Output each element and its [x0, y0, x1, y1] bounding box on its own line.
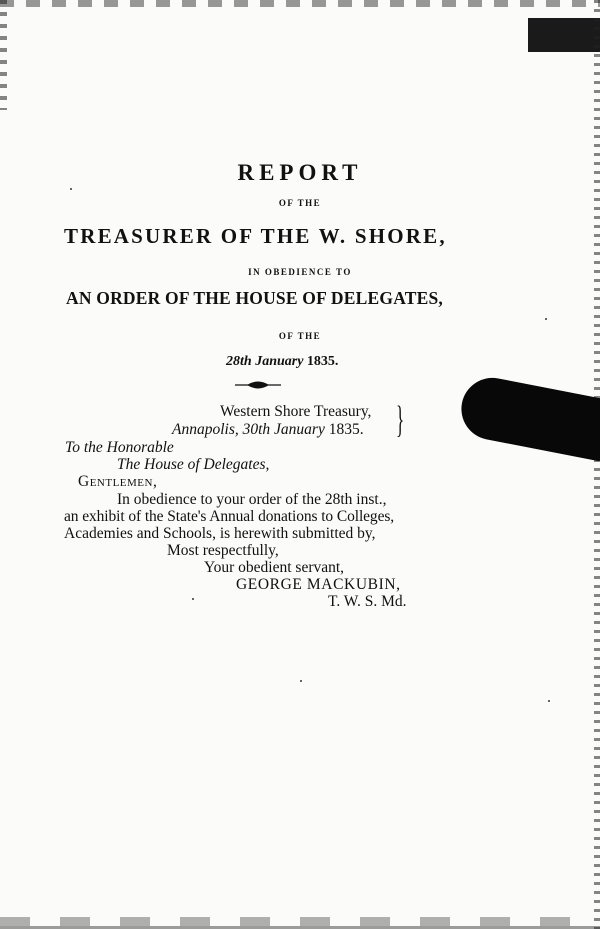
body-line-2: an exhibit of the State's Annual donations to Colleges,	[64, 508, 395, 525]
ink-speck	[70, 188, 72, 190]
of-the-label: OF THE	[278, 198, 322, 208]
order-heading: AN ORDER OF THE HOUSE OF DELEGATES,	[66, 288, 443, 308]
letter-city-date	[172, 421, 364, 439]
signature-title: T. W. S. Md.	[328, 593, 407, 610]
brace-glyph: }	[396, 399, 405, 441]
body-line-3: Academies and Schools, is herewith submitted by,	[64, 525, 376, 542]
city-year-text: 1835.	[328, 421, 364, 438]
date-month: January	[255, 354, 304, 369]
in-obedience-label: IN OBEDIENCE TO	[248, 267, 352, 277]
city-date-text: Annapolis, 30th January	[172, 421, 325, 438]
scan-edge-right	[594, 0, 600, 929]
addressee-line-1: To the Honorable	[65, 439, 174, 456]
ink-speck	[545, 318, 547, 320]
closing-line-2: Your obedient servant,	[204, 559, 345, 576]
ink-speck	[192, 598, 194, 600]
closing-line-1: Most respectfully,	[167, 542, 279, 559]
date-day: 28th	[226, 354, 252, 369]
ink-speck	[300, 680, 302, 682]
scan-edge-left	[0, 0, 7, 110]
addressee-line-2: The House of Delegates,	[117, 456, 270, 473]
scan-edge-right-block	[528, 18, 600, 52]
report-heading: REPORT	[237, 160, 363, 185]
date-year: 1835.	[306, 354, 339, 369]
treasurer-heading: TREASURER OF THE W. SHORE,	[64, 224, 447, 248]
ornament-divider-icon	[233, 378, 283, 392]
body-line-1: In obedience to your order of the 28th inst.,	[117, 491, 387, 508]
letter-place: Western Shore Treasury,	[220, 403, 372, 420]
scan-edge-bottom	[0, 917, 600, 929]
heading-date	[226, 354, 338, 370]
of-the-label-2: OF THE	[278, 331, 322, 341]
scan-edge-top	[0, 0, 600, 7]
salutation: Gentlemen,	[78, 473, 158, 490]
ink-speck	[548, 700, 550, 702]
signature-name: GEORGE MACKUBIN,	[236, 576, 401, 593]
ink-smudge	[456, 373, 600, 462]
